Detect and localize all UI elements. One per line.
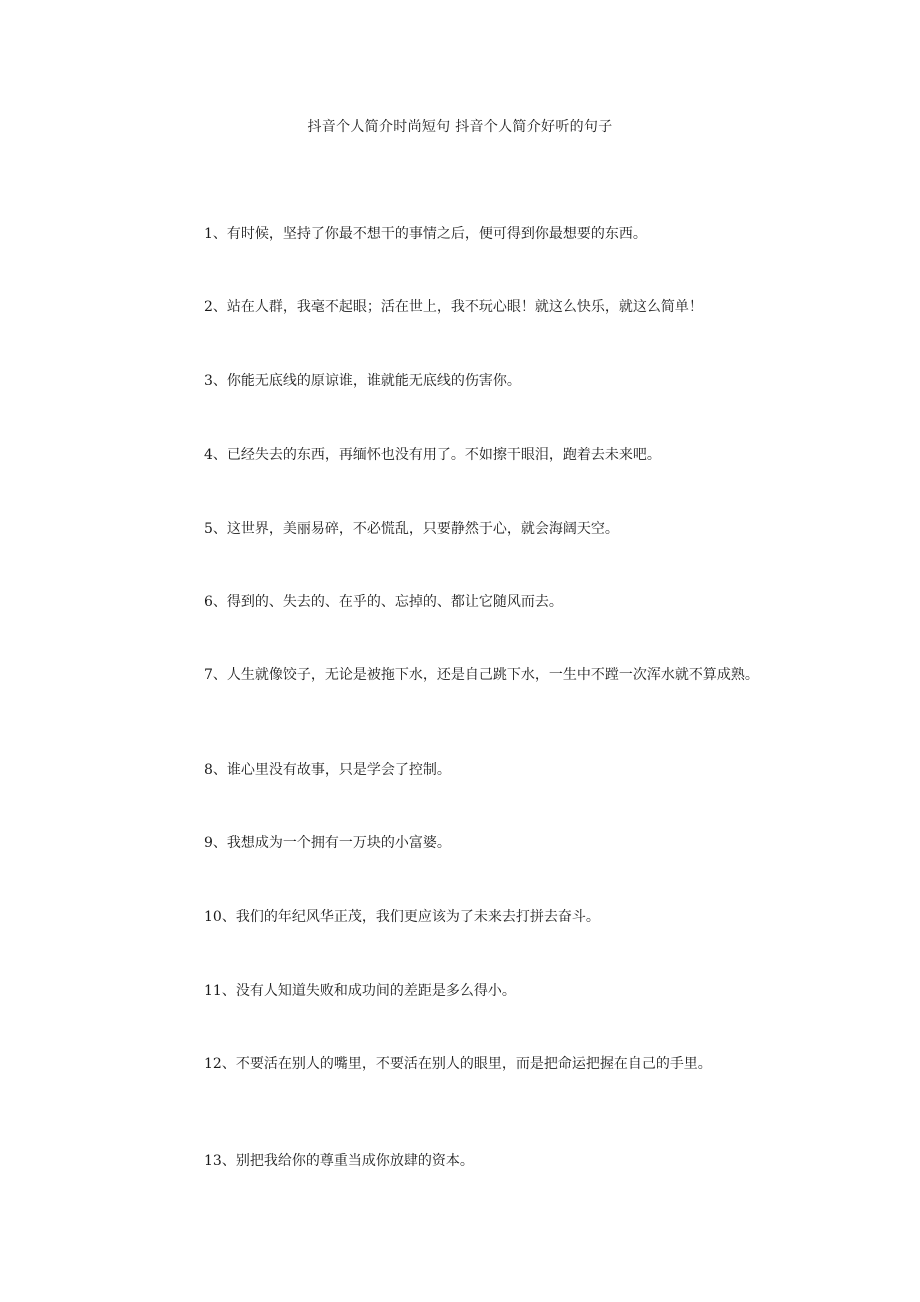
list-item: 2、站在人群，我毫不起眼；活在世上，我不玩心眼！就这么快乐，就这么简单！ bbox=[204, 299, 703, 315]
list-item: 8、谁心里没有故事，只是学会了控制。 bbox=[204, 762, 451, 778]
list-item: 9、我想成为一个拥有一万块的小富婆。 bbox=[204, 835, 451, 851]
list-item: 3、你能无底线的原谅谁，谁就能无底线的伤害你。 bbox=[204, 373, 521, 389]
list-item: 5、这世界，美丽易碎，不必慌乱，只要静然于心，就会海阔天空。 bbox=[204, 521, 619, 537]
document-title: 抖音个人简介时尚短句 抖音个人简介好听的句子 bbox=[307, 119, 613, 135]
list-item: 7、人生就像饺子，无论是被拖下水，还是自己跳下水，一生中不蹚一次浑水就不算成熟。 bbox=[204, 667, 759, 683]
list-item: 13、别把我给你的尊重当成你放肆的资本。 bbox=[204, 1153, 474, 1169]
list-item: 11、没有人知道失败和成功间的差距是多么得小。 bbox=[204, 983, 516, 999]
list-item: 4、已经失去的东西，再缅怀也没有用了。不如擦干眼泪，跑着去未来吧。 bbox=[204, 447, 661, 463]
list-item: 6、得到的、失去的、在乎的、忘掉的、都让它随风而去。 bbox=[204, 594, 563, 610]
list-item: 1、有时候，坚持了你最不想干的事情之后，便可得到你最想要的东西。 bbox=[204, 226, 647, 242]
list-item: 10、我们的年纪风华正茂，我们更应该为了未来去打拼去奋斗。 bbox=[204, 909, 600, 925]
list-item: 12、不要活在别人的嘴里，不要活在别人的眼里，而是把命运把握在自己的手里。 bbox=[204, 1056, 712, 1072]
